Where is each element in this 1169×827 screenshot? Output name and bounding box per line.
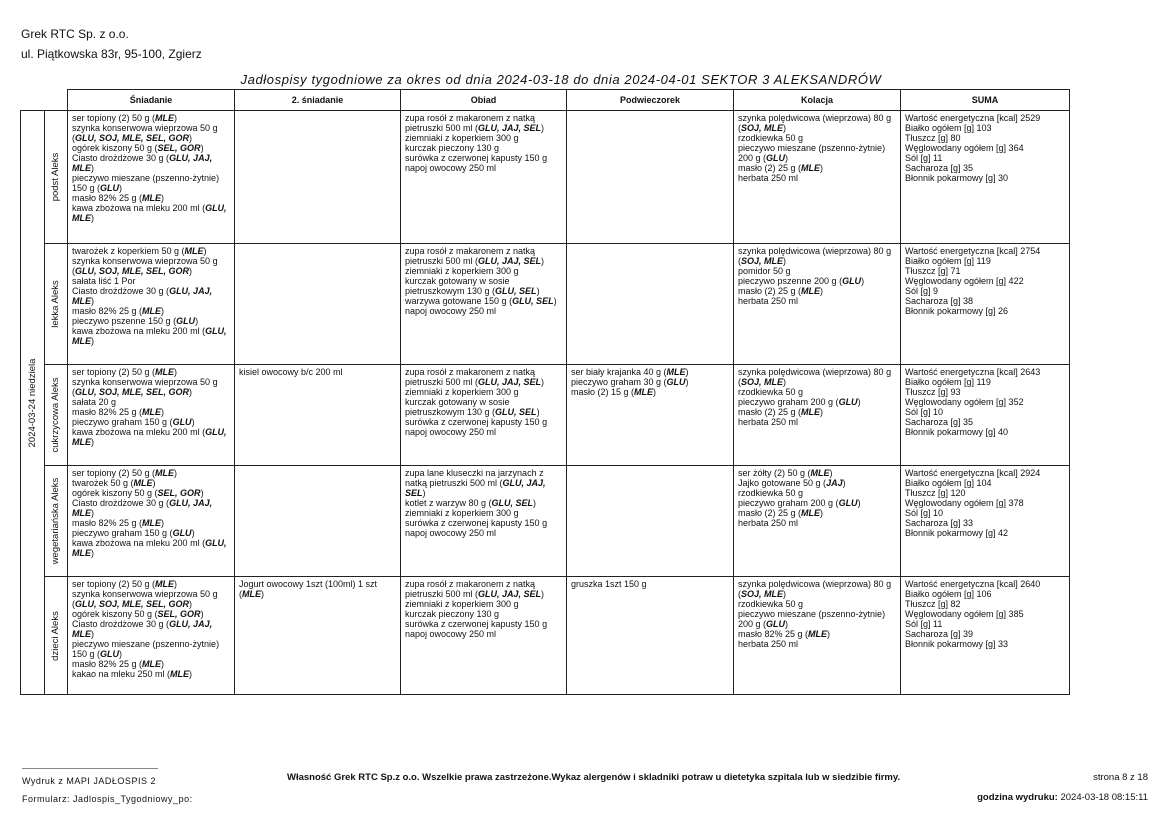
menu-item: Ciasto drożdżowe 30 g (GLU, JAJ, MLE) <box>72 619 213 639</box>
menu-item: masło 82% 25 g (MLE) <box>738 629 831 639</box>
menu-item: kurczak pieczony 130 g <box>405 609 500 619</box>
cell-2-sniadanie <box>235 466 401 577</box>
menu-item: napoj owocowy 250 ml <box>405 427 497 437</box>
menu-item: pieczywo graham 30 g (GLU) <box>571 377 689 387</box>
menu-item: pieczywo pszenne 150 g (GLU) <box>72 316 199 326</box>
menu-item: pieczywo graham 200 g (GLU) <box>738 397 861 407</box>
menu-item: napoj owocowy 250 ml <box>405 528 497 538</box>
menu-item: warzywa gotowane 150 g (GLU, SEL) <box>405 296 557 306</box>
menu-item: kurczak gotowany w sosie pietruszkowym 130 g (GLU, SEL) <box>405 397 540 417</box>
menu-item: Wartość energetyczna [kcal] 2529 <box>905 113 1041 123</box>
menu-item: herbata 250 ml <box>738 639 799 649</box>
menu-item: zupa rosół z makaronem z natką pietruszki 500 ml (GLU, JAJ, SEL) <box>405 113 545 133</box>
menu-item: ser topiony (2) 50 g (MLE) <box>72 113 178 123</box>
cell-podwieczorek <box>567 111 734 244</box>
cell-podwieczorek <box>567 365 734 466</box>
menu-item: kurczak pieczony 130 g <box>405 143 500 153</box>
menu-item: Węglowodany ogółem [g] 378 <box>905 498 1024 508</box>
menu-item: twarożek z koperkiem 50 g (MLE) <box>72 246 207 256</box>
menu-item: Ciasto drożdżowe 30 g (GLU, JAJ, MLE) <box>72 498 213 518</box>
menu-item: ser biały krajanka 40 g (MLE) <box>571 367 689 377</box>
cell-sniadanie <box>68 111 235 244</box>
table-row <box>21 365 1070 466</box>
menu-item: szynka polędwicowa (wieprzowa) 80 g (SOJ, MLE) <box>738 113 892 133</box>
cell-suma <box>901 466 1070 577</box>
menu-item: pieczywo graham 150 g (GLU) <box>72 417 195 427</box>
menu-item: rzodkiewka 50 g <box>738 387 804 397</box>
header-row <box>21 90 1070 111</box>
menu-item: pieczywo mieszane (pszenno-żytnie) 200 g (GLU) <box>738 143 886 163</box>
day-cell <box>21 111 45 695</box>
menu-item: sałata liść 1 Por <box>72 276 136 286</box>
menu-item: Białko ogółem [g] 103 <box>905 123 992 133</box>
menu-item: herbata 250 ml <box>738 173 799 183</box>
menu-item: Białko ogółem [g] 119 <box>905 377 991 387</box>
cell-sniadanie <box>68 577 235 695</box>
menu-body <box>21 111 1070 695</box>
menu-item: pieczywo mieszane (pszenno-żytnie) 150 g (GLU) <box>72 173 220 193</box>
column-header-suma: SUMA <box>901 90 1070 111</box>
cell-sniadanie <box>68 466 235 577</box>
menu-item: Błonnik pokarmowy [g] 26 <box>905 306 1009 316</box>
menu-item: napoj owocowy 250 ml <box>405 163 497 173</box>
diet-label: wegetariańska Aleks <box>50 477 61 565</box>
menu-item: kurczak gotowany w sosie pietruszkowym 130 g (GLU, SEL) <box>405 276 540 296</box>
menu-item: Ciasto drożdżowe 30 g (GLU, JAJ, MLE) <box>72 286 213 306</box>
menu-item: gruszka 1szt 150 g <box>571 579 647 589</box>
menu-item: Sól [g] 11 <box>905 153 943 163</box>
menu-item: Sól [g] 10 <box>905 508 944 518</box>
menu-item: Tłuszcz [g] 120 <box>905 488 966 498</box>
menu-item: Błonnik pokarmowy [g] 42 <box>905 528 1009 538</box>
menu-item: Wartość energetyczna [kcal] 2640 <box>905 579 1041 589</box>
menu-item: pieczywo graham 200 g (GLU) <box>738 498 861 508</box>
cell-suma <box>901 244 1070 365</box>
cell-obiad <box>401 577 567 695</box>
menu-item: zupa rosół z makaronem z natką pietruszki 500 ml (GLU, JAJ, SEL) <box>405 367 545 387</box>
cell-podwieczorek <box>567 577 734 695</box>
menu-item: zupa rosół z makaronem z natką pietruszki 500 ml (GLU, JAJ, SEL) <box>405 579 545 599</box>
menu-item: kawa zbożowa na mleku 200 ml (GLU, MLE) <box>72 427 227 447</box>
menu-item: napoj owocowy 250 ml <box>405 629 497 639</box>
menu-item: Błonnik pokarmowy [g] 30 <box>905 173 1009 183</box>
table-row <box>21 577 1070 695</box>
menu-item: surówka z czerwonej kapusty 150 g <box>405 619 548 629</box>
menu-item: Węglowodany ogółem [g] 352 <box>905 397 1024 407</box>
column-header-podwieczorek: Podwieczorek <box>567 90 734 111</box>
diet-label: podst Aleks <box>50 152 61 202</box>
menu-item: Tłuszcz [g] 93 <box>905 387 961 397</box>
menu-item: rzodkiewka 50 g <box>738 599 804 609</box>
menu-item: masło 82% 25 g (MLE) <box>72 518 165 528</box>
diet-cell <box>45 466 68 577</box>
column-header-obiad: Obiad <box>401 90 567 111</box>
menu-item: pieczywo pszenne 200 g (GLU) <box>738 276 865 286</box>
form-label: Formularz: Jadlospis_Tygodniowy_po: <box>22 794 193 804</box>
menu-item: ziemniaki z koperkiem 300 g <box>405 133 519 143</box>
diet-cell <box>45 111 68 244</box>
print-time-label: godzina wydruku: <box>977 792 1058 803</box>
diet-cell <box>45 365 68 466</box>
menu-item: Węglowodany ogółem [g] 385 <box>905 609 1024 619</box>
table-row <box>21 111 1070 244</box>
column-header-2-sniadanie: 2. śniadanie <box>235 90 401 111</box>
cell-obiad <box>401 244 567 365</box>
menu-item: kisiel owocowy b/c 200 ml <box>239 367 343 377</box>
menu-item: kawa zbożowa na mleku 200 ml (GLU, MLE) <box>72 326 227 346</box>
cell-2-sniadanie <box>235 365 401 466</box>
cell-kolacja <box>734 466 901 577</box>
cell-kolacja <box>734 111 901 244</box>
menu-item: twarożek 50 g (MLE) <box>72 478 156 488</box>
print-time-value: 2024-03-18 08:15:11 <box>1060 792 1148 803</box>
cell-2-sniadanie <box>235 244 401 365</box>
cell-sniadanie <box>68 365 235 466</box>
company-block <box>21 24 202 64</box>
menu-item: ser topiony (2) 50 g (MLE) <box>72 579 178 589</box>
cell-suma <box>901 577 1070 695</box>
menu-item: napoj owocowy 250 ml <box>405 306 497 316</box>
cell-suma <box>901 111 1070 244</box>
menu-item: ziemniaki z koperkiem 300 g <box>405 266 519 276</box>
menu-item: Węglowodany ogółem [g] 422 <box>905 276 1024 286</box>
menu-item: szynka polędwicowa (wieprzowa) 80 g (SOJ, MLE) <box>738 367 892 387</box>
menu-item: masło (2) 25 g (MLE) <box>738 508 824 518</box>
menu-item: masło (2) 25 g (MLE) <box>738 286 824 296</box>
menu-item: masło (2) 25 g (MLE) <box>738 163 824 173</box>
menu-item: Jajko gotowane 50 g (JAJ) <box>738 478 846 488</box>
menu-item: Błonnik pokarmowy [g] 40 <box>905 427 1009 437</box>
menu-item: kawa zbożowa na mleku 200 ml (GLU, MLE) <box>72 203 227 223</box>
menu-item: szynka polędwicowa (wieprzowa) 80 g (SOJ, MLE) <box>738 246 892 266</box>
menu-item: zupa rosół z makaronem z natką pietruszki 500 ml (GLU, JAJ, SEL) <box>405 246 545 266</box>
cell-kolacja <box>734 577 901 695</box>
cell-kolacja <box>734 365 901 466</box>
diet-label: cukrzycowa Aleks <box>50 377 61 453</box>
menu-item: herbata 250 ml <box>738 296 799 306</box>
menu-item: kawa zbożowa na mleku 200 ml (GLU, MLE) <box>72 538 227 558</box>
menu-item: masło 82% 25 g (MLE) <box>72 659 165 669</box>
menu-item: masło (2) 25 g (MLE) <box>738 407 824 417</box>
diet-label: dzieci Aleks <box>50 610 61 661</box>
cell-obiad <box>401 466 567 577</box>
menu-item: Sacharoza [g] 35 <box>905 417 974 427</box>
cell-sniadanie <box>68 244 235 365</box>
menu-item: szynka konserwowa wieprzowa 50 g (GLU, SOJ, MLE, SEL, GOR) <box>72 123 218 143</box>
menu-item: Błonnik pokarmowy [g] 33 <box>905 639 1009 649</box>
company-address: ul. Piątkowska 83r, 95-100, Zgierz <box>21 47 202 61</box>
menu-item: zupa lane kluseczki na jarzynach z natką pietruszki 500 ml (GLU, JAJ, SEL) <box>405 468 546 498</box>
menu-item: ziemniaki z koperkiem 300 g <box>405 599 519 609</box>
menu-item: Węglowodany ogółem [g] 364 <box>905 143 1024 153</box>
menu-item: sałata 20 g <box>72 397 117 407</box>
column-header-sniadanie: Śniadanie <box>68 90 235 111</box>
cell-obiad <box>401 111 567 244</box>
menu-item: surówka z czerwonej kapusty 150 g <box>405 417 548 427</box>
menu-item: pieczywo mieszane (pszenno-żytnie) 150 g (GLU) <box>72 639 220 659</box>
footer-rule <box>22 768 158 769</box>
cell-podwieczorek <box>567 466 734 577</box>
menu-item: Wartość energetyczna [kcal] 2643 <box>905 367 1041 377</box>
menu-item: Sacharoza [g] 38 <box>905 296 974 306</box>
menu-item: szynka konserwowa wieprzowa 50 g (GLU, SOJ, MLE, SEL, GOR) <box>72 256 218 276</box>
menu-item: Sól [g] 10 <box>905 407 944 417</box>
menu-item: ogórek kiszony 50 g (SEL, GOR) <box>72 143 204 153</box>
cell-2-sniadanie <box>235 577 401 695</box>
menu-item: ser topiony (2) 50 g (MLE) <box>72 367 178 377</box>
menu-item: Wartość energetyczna [kcal] 2924 <box>905 468 1041 478</box>
menu-item: pieczywo mieszane (pszenno-żytnie) 200 g (GLU) <box>738 609 886 629</box>
menu-item: Sacharoza [g] 39 <box>905 629 974 639</box>
menu-item: pomidor 50 g <box>738 266 791 276</box>
menu-item: herbata 250 ml <box>738 518 799 528</box>
menu-item: ogórek kiszony 50 g (SEL, GOR) <box>72 609 204 619</box>
footer-left <box>22 768 193 808</box>
menu-item: pieczywo graham 150 g (GLU) <box>72 528 195 538</box>
menu-item: surówka z czerwonej kapusty 150 g <box>405 153 548 163</box>
diet-label: lekka Aleks <box>50 280 61 328</box>
diet-cell <box>45 577 68 695</box>
cell-kolacja <box>734 244 901 365</box>
menu-item: masło (2) 15 g (MLE) <box>571 387 657 397</box>
cell-suma <box>901 365 1070 466</box>
menu-item: Sacharoza [g] 35 <box>905 163 974 173</box>
document-title: Jadłospisy tygodniowe za okres od dnia 2024-03-18 do dnia 2024-04-01 SEKTOR 3 ALEKSANDRÓW <box>240 72 882 87</box>
table-row <box>21 466 1070 577</box>
day-label: 2024-03-24 niedziela <box>26 358 38 447</box>
menu-item: szynka konserwowa wieprzowa 50 g (GLU, SOJ, MLE, SEL, GOR) <box>72 377 218 397</box>
menu-item: Tłuszcz [g] 80 <box>905 133 961 143</box>
menu-item: ser żółty (2) 50 g (MLE) <box>738 468 833 478</box>
menu-item: ziemniaki z koperkiem 300 g <box>405 387 519 397</box>
header-blank-diet <box>45 90 68 111</box>
menu-item: Wartość energetyczna [kcal] 2754 <box>905 246 1041 256</box>
cell-podwieczorek <box>567 244 734 365</box>
menu-item: ziemniaki z koperkiem 300 g <box>405 508 519 518</box>
column-header-kolacja: Kolacja <box>734 90 901 111</box>
menu-item: ser topiony (2) 50 g (MLE) <box>72 468 178 478</box>
menu-item: masło 82% 25 g (MLE) <box>72 193 165 203</box>
cell-2-sniadanie <box>235 111 401 244</box>
menu-item: kotlet z warzyw 80 g (GLU, SEL) <box>405 498 537 508</box>
menu-item: Sól [g] 11 <box>905 619 943 629</box>
menu-item: Tłuszcz [g] 71 <box>905 266 961 276</box>
table-row <box>21 244 1070 365</box>
menu-item: masło 82% 25 g (MLE) <box>72 407 165 417</box>
menu-item: Tłuszcz [g] 82 <box>905 599 961 609</box>
menu-item: surówka z czerwonej kapusty 150 g <box>405 518 548 528</box>
weekly-menu-table <box>20 89 1070 695</box>
header-blank-day <box>21 90 45 111</box>
cell-obiad <box>401 365 567 466</box>
menu-item: ogórek kiszony 50 g (SEL, GOR) <box>72 488 204 498</box>
menu-item: szynka polędwicowa (wieprzowa) 80 g (SOJ, MLE) <box>738 579 892 599</box>
menu-item: Sól [g] 9 <box>905 286 939 296</box>
menu-item: Białko ogółem [g] 106 <box>905 589 992 599</box>
print-time <box>977 792 1148 803</box>
menu-item: Białko ogółem [g] 119 <box>905 256 991 266</box>
diet-cell <box>45 244 68 365</box>
menu-item: Sacharoza [g] 33 <box>905 518 974 528</box>
menu-item: kakao na mleku 250 ml (MLE) <box>72 669 193 679</box>
ownership-notice: Własność Grek RTC Sp.z o.o. Wszelkie prawa zastrzeżone.Wykaz alergenów i skladniki potraw u dietetyka szpitala lub w siedzibie firmy. <box>287 772 901 783</box>
menu-item: herbata 250 ml <box>738 417 799 427</box>
company-name: Grek RTC Sp. z o.o. <box>21 27 129 41</box>
menu-item: szynka konserwowa wieprzowa 50 g (GLU, SOJ, MLE, SEL, GOR) <box>72 589 218 609</box>
menu-item: Ciasto drożdżowe 30 g (GLU, JAJ, MLE) <box>72 153 213 173</box>
printout-label: Wydruk z MAPI JADŁOSPIS 2 <box>22 776 156 786</box>
menu-item: Jogurt owocowy 1szt (100ml) 1 szt (MLE) <box>239 579 378 599</box>
page-info: strona 8 z 18 <box>1093 772 1148 783</box>
menu-item: Białko ogółem [g] 104 <box>905 478 992 488</box>
menu-item: rzodkiewka 50 g <box>738 488 804 498</box>
menu-item: rzodkiewka 50 g <box>738 133 804 143</box>
menu-item: masło 82% 25 g (MLE) <box>72 306 165 316</box>
